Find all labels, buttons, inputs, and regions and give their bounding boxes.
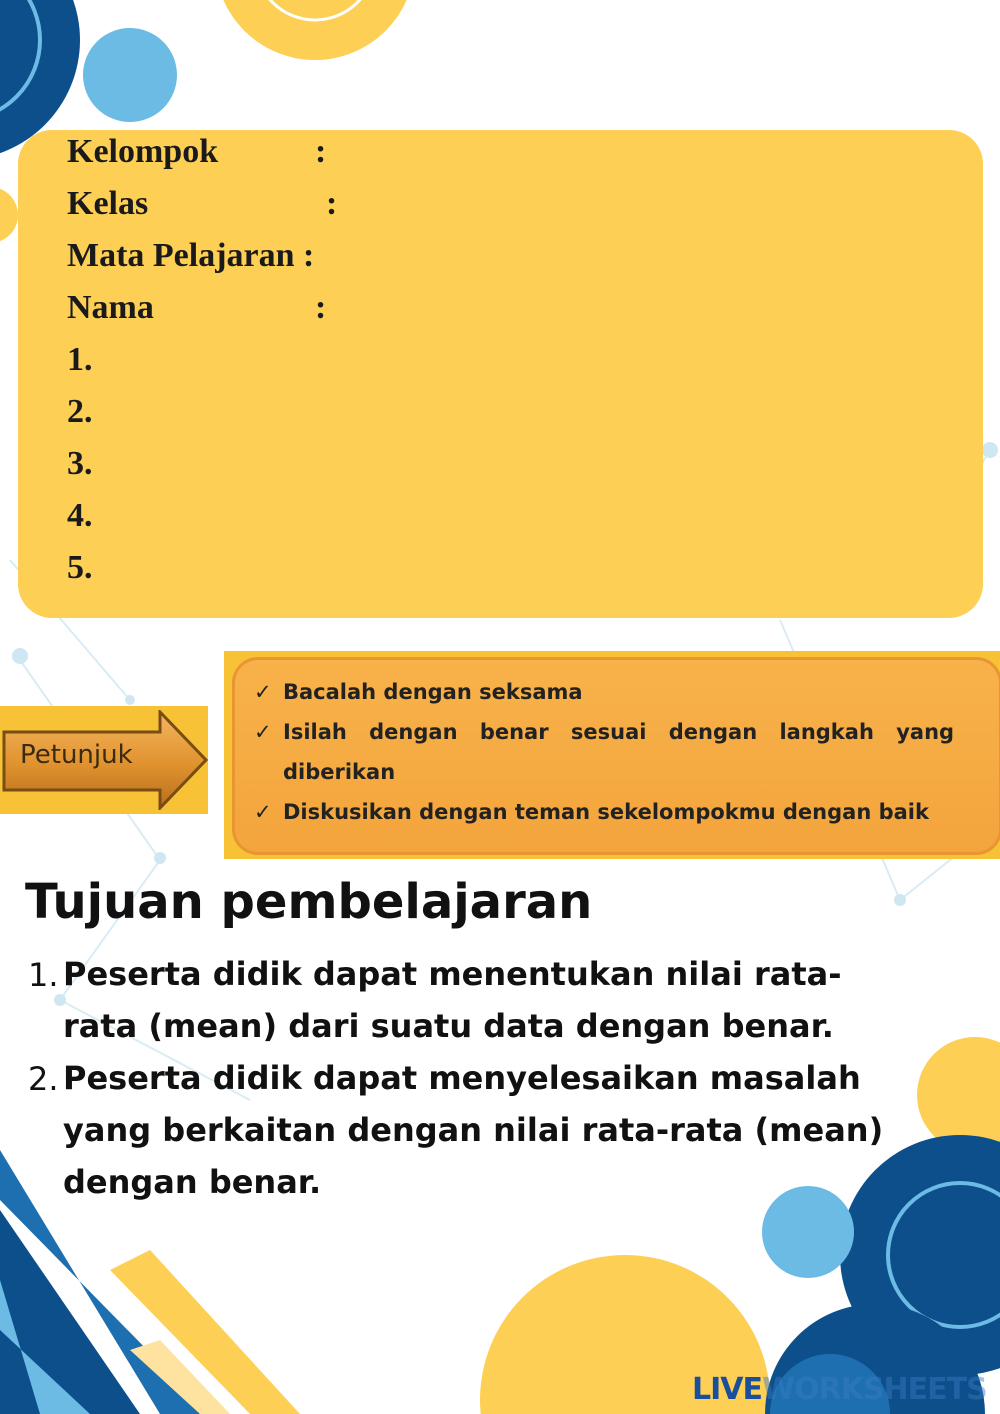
goal-number-2: 2.: [28, 1060, 59, 1098]
member-number-1: 1.: [67, 341, 93, 378]
mata-pelajaran-label: Mata Pelajaran :: [67, 237, 315, 274]
goal-1-line-2: rata (mean) dari suatu data dengan benar.: [63, 1007, 834, 1045]
section-title: Tujuan pembelajaran: [25, 874, 593, 930]
kelas-colon: :: [326, 185, 338, 222]
kelas-label: Kelas: [67, 185, 149, 222]
member-number-3: 3.: [67, 445, 93, 482]
check-icon: ✓: [254, 680, 272, 704]
identity-box: [18, 130, 983, 618]
kelompok-label: Kelompok: [67, 133, 219, 170]
goal-2-line-1: Peserta didik dapat menyelesaikan masalah: [63, 1059, 861, 1097]
kelompok-colon: :: [315, 133, 327, 170]
liveworksheets-logo: [692, 1372, 987, 1407]
goal-1-line-1: Peserta didik dapat menentukan nilai rata-: [63, 955, 842, 993]
check-icon: ✓: [254, 800, 272, 824]
instruction-3: Diskusikan dengan teman sekelompokmu dengan baik: [283, 800, 929, 824]
member-number-4: 4.: [67, 497, 93, 534]
instruction-1: Bacalah dengan seksama: [283, 680, 583, 704]
member-number-2: 2.: [67, 393, 93, 430]
logo-part-worksheets: WORKSHEETS: [762, 1372, 987, 1407]
petunjuk-label: Petunjuk: [20, 740, 133, 770]
instruction-2-cont: diberikan: [283, 760, 396, 784]
instruction-2: Isilah dengan benar sesuai dengan langkah yang: [283, 720, 955, 744]
nama-colon: :: [315, 289, 327, 326]
check-icon: ✓: [254, 720, 272, 744]
logo-part-live: LIVE: [692, 1372, 762, 1407]
goal-number-1: 1.: [28, 956, 59, 994]
goal-2-line-3: dengan benar.: [63, 1163, 322, 1201]
nama-label: Nama: [67, 289, 154, 326]
goal-2-line-2: yang berkaitan dengan nilai rata-rata (mean): [63, 1111, 884, 1149]
member-number-5: 5.: [67, 549, 93, 586]
